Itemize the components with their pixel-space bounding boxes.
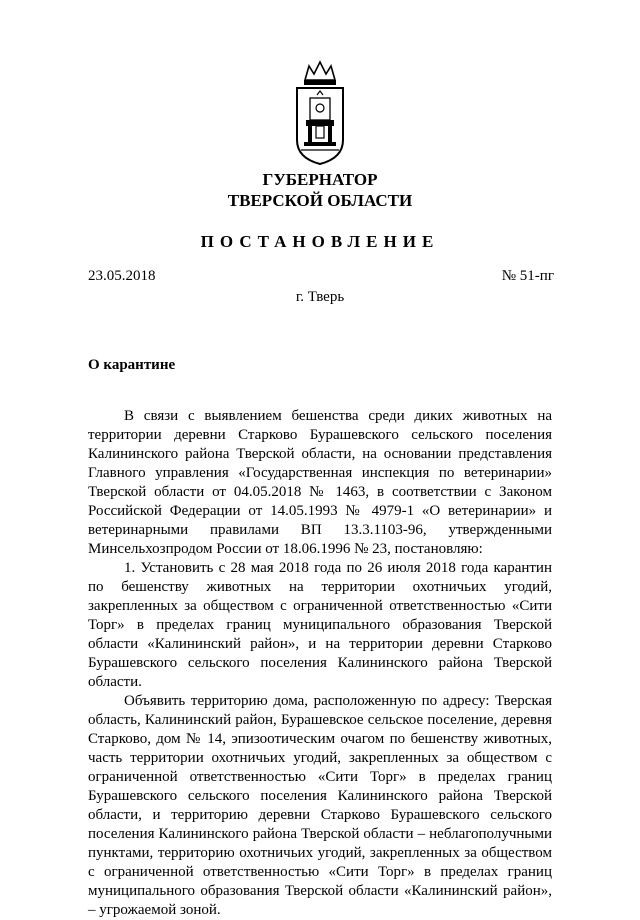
document-number: № 51-пг [501, 268, 554, 284]
document-date: 23.05.2018 [88, 268, 156, 284]
document-body [88, 407, 552, 920]
document-subject: О карантине [88, 357, 176, 373]
issuer-title-line2: ТВЕРСКОЙ ОБЛАСТИ [227, 191, 413, 210]
document-type: ПОСТАНОВЛЕНИЕ [200, 232, 440, 251]
body-paragraph-3: Объявить территорию дома, расположенную по адресу: Тверская область, Калининский район, Бурашевское сельское поселение, деревня Старково, дом № 14, эпизоотическим очагом по бешенству животных, часть территории охотничьих угодий, закрепленных за обществом с ограниченной ответственностью «Сити Торг» в пределах границ Бурашевского сельского поселения Калининского района Тверской области, и территорию деревни Старково Бурашевского сельского поселения Калининского района Тверской области – неблагополучными пунктами, территорию охотничьих угодий, закрепленных за обществом с ограниченной ответственностью «Сити Торг» в пределах границ муниципального образования Тверской области «Калининский район», – угрожаемой зоной. [88, 693, 552, 918]
issuer-title-line1: ГУБЕРНАТОР [262, 170, 378, 189]
body-paragraph-1: В связи с выявлением бешенства среди диких животных на территории деревни Старково Бурашевского сельского поселения Калининского района Тверской области, на основании представления Главного управления «Государственная инспекция по ветеринарии» Тверской области от 04.05.2018 № 1463, в соответствии с Законом Российской Федерации от 14.05.1993 № 4979-1 «О ветеринарии» и ветеринарными правилами ВП 13.3.1103-96, утвержденными Минсельхозпродом России от 18.06.1996 № 23, постановляю: [88, 408, 552, 557]
body-paragraph-2: 1. Установить с 28 мая 2018 года по 26 июля 2018 года карантин по бешенству животных на территории охотничьих угодий, закрепленных за обществом с ограниченной ответственностью «Сити Торг» в пределах границ муниципального образования Тверской области «Калининский район», и на территории деревни Старково Бурашевского сельского поселения Калининского района Тверской области. [88, 560, 552, 690]
document-city: г. Тверь [295, 289, 345, 305]
tver-coat-of-arms-icon [291, 58, 349, 168]
